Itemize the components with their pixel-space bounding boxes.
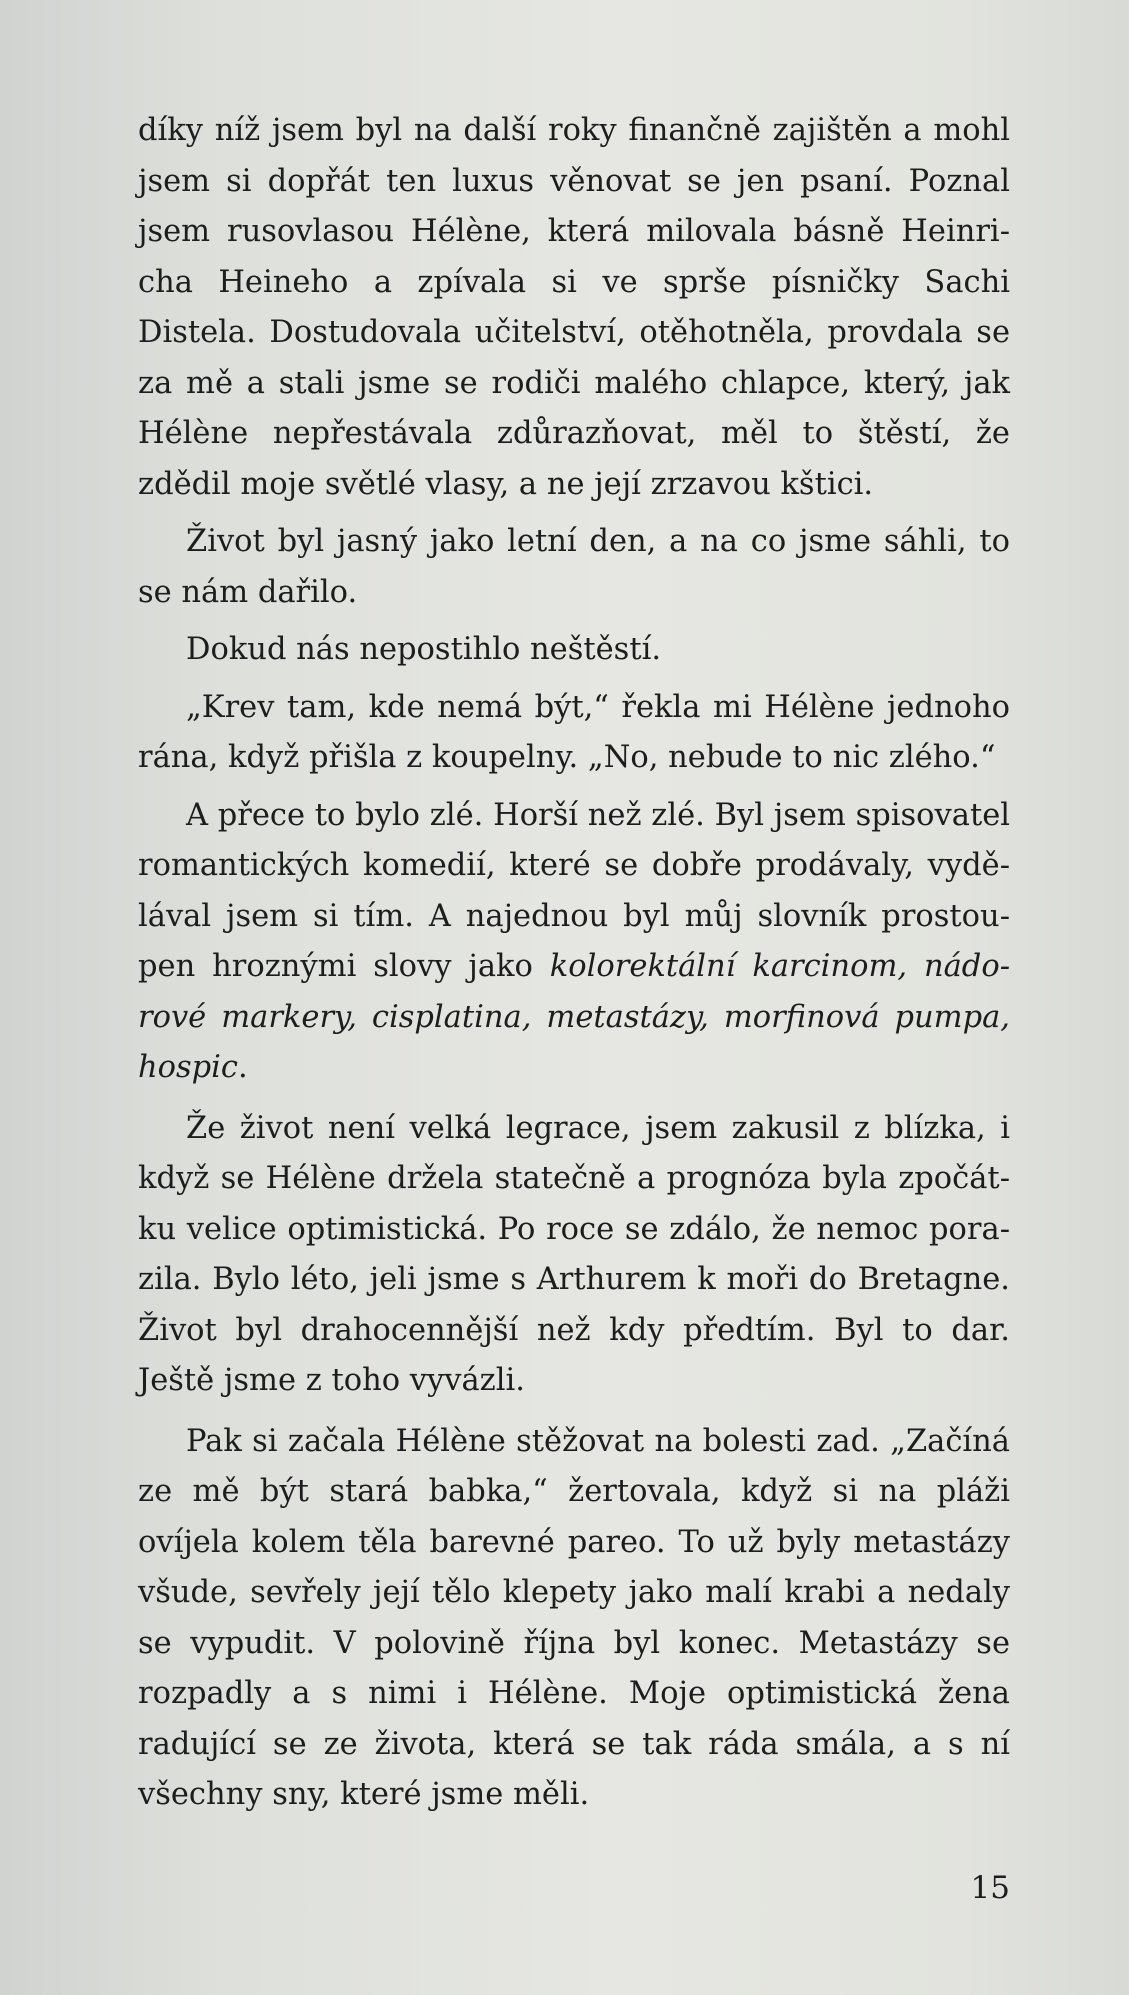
paragraph-end: . bbox=[238, 1050, 248, 1085]
body-text bbox=[138, 106, 1010, 1828]
page-number: 15 bbox=[970, 1870, 1010, 1906]
paragraph-text: A přece to bylo zlé. Horší než zlé. Byl jsem spisovatel romantických komedií, které se dobře prodávaly, vydělával jsem si tím. A najednou byl můj slovník prostoupen hroznými slovy jako bbox=[138, 797, 1010, 984]
paragraph: Dokud nás nepostihlo neštěstí. bbox=[186, 632, 662, 667]
paragraph bbox=[138, 791, 1010, 1094]
paragraph: díky níž jsem byl na další roky finančně zajištěn a mohl jsem si dopřát ten luxus věnovat se jen psaní. Poznal jsem rusovlasou Hélène, která milovala básně Heinricha Heineho a zpívala si ve sprše písničky Sachi Distela. Dostudovala učitelství, otěhotněla, provdala se za mě a stali jsme se rodiči malého chlapce, který, jak Hélène nepřestávala zdůrazňovat, měl to štěstí, že zdědil moje světlé vlasy, a ne její zrzavou kštici. bbox=[138, 113, 1010, 502]
paragraph: „Krev tam, kde nemá být,“ řekla mi Hélène jednoho rána, když přišla z koupelny. „No, nebude to nic zlého.“ bbox=[138, 689, 1010, 775]
medical-terms: kolorektální karcinom, nádorové markery, cisplatina, metastázy, morfinová pumpa, hospic bbox=[138, 949, 1010, 1085]
paragraph: Život byl jasný jako letní den, a na co jsme sáhli, to se nám dařilo. bbox=[138, 524, 1010, 610]
paragraph: Pak si začala Hélène stěžovat na bolesti zad. „Začíná ze mě být stará babka,“ žertovala, když si na pláži ovíjela kolem těla barevné pareo. To už byly metastázy všude, sevřely její tělo klepety jako malí krabi a nedaly se vypudit. V polovině října byl konec. Metastázy se rozpadly a s nimi i Hélène. Moje optimistická žena radující se ze života, která se tak ráda smála, a s ní všechny sny, které jsme měli. bbox=[138, 1423, 1010, 1812]
paragraph: Že život není velká legrace, jsem zakusil z blízka, i když se Hélène držela statečně a prognóza byla zpočátku velice optimistická. Po roce se zdálo, že nemoc porazila. Bylo léto, jeli jsme s Arthurem k moři do Bretagne. Život byl drahocennější než kdy předtím. Byl to dar. Ještě jsme z toho vyvázli. bbox=[138, 1110, 1010, 1398]
